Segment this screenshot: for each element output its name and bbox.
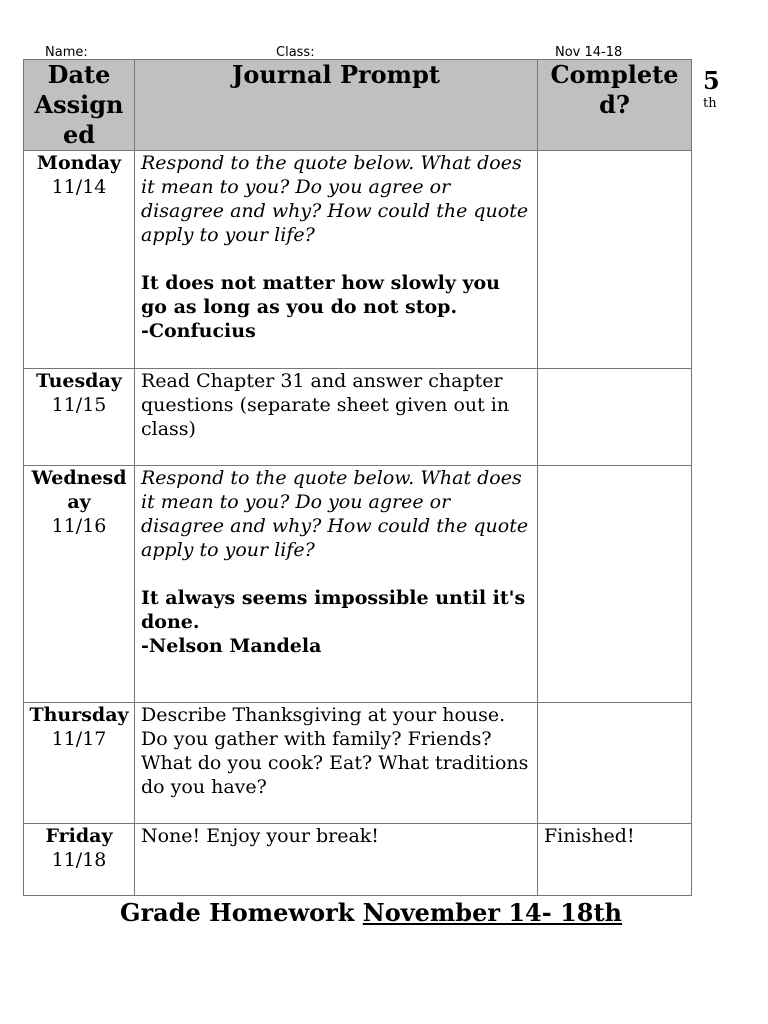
homework-table (23, 59, 692, 896)
prompt-text: Respond to the quote below. What does it mean to you? Do you agree or disagree and why? How could the quote apply to your life? (141, 467, 529, 561)
date-range-label: Nov 14-18 (555, 45, 623, 60)
table-row (24, 703, 692, 824)
prompt-text: Respond to the quote below. What does it mean to you? Do you agree or disagree and why? How could the quote apply to your life? (141, 152, 529, 246)
quote-text: It always seems impossible until it's done. (141, 587, 526, 633)
completed-cell[interactable] (538, 466, 692, 703)
column-header-completed: Complete d? (538, 60, 692, 151)
day-name: Wednesday (31, 467, 127, 513)
prompt-cell (135, 703, 538, 824)
completed-cell[interactable] (538, 369, 692, 466)
grade-suffix: th (703, 96, 717, 111)
date-cell (24, 151, 135, 369)
table-header-row (24, 60, 692, 151)
date-cell (24, 466, 135, 703)
completed-cell[interactable]: Finished! (538, 824, 692, 896)
prompt-cell (135, 466, 538, 703)
table-row (24, 151, 692, 369)
prompt-text: Describe Thanksgiving at your house. Do you gather with family? Friends? What do you cook? Eat? What traditions do you have? (141, 704, 529, 798)
completed-cell[interactable] (538, 703, 692, 824)
day-name: Friday (45, 825, 113, 847)
day-name: Tuesday (36, 370, 122, 392)
name-label: Name: (45, 45, 88, 60)
table-row (24, 466, 692, 703)
quote-author: -Confucius (141, 320, 256, 342)
completed-cell[interactable] (538, 151, 692, 369)
day-name: Monday (36, 152, 122, 174)
table-row (24, 824, 692, 896)
day-date: 11/15 (51, 394, 107, 416)
date-cell (24, 824, 135, 896)
page-footer-title (120, 898, 622, 927)
grade-number: 5 (703, 66, 720, 95)
prompt-cell (135, 824, 538, 896)
date-cell (24, 703, 135, 824)
column-header-date: Date Assign ed (24, 60, 135, 151)
quote-author: -Nelson Mandela (141, 635, 322, 657)
date-cell (24, 369, 135, 466)
column-header-prompt: Journal Prompt (135, 60, 538, 151)
footer-prefix: Grade Homework (120, 898, 355, 927)
prompt-cell (135, 369, 538, 466)
day-date: 11/14 (51, 176, 107, 198)
day-date: 11/18 (51, 849, 107, 871)
day-date: 11/17 (51, 728, 107, 750)
day-name: Thursday (29, 704, 129, 726)
prompt-cell (135, 151, 538, 369)
day-date: 11/16 (51, 515, 107, 537)
prompt-text: None! Enjoy your break! (141, 825, 379, 847)
footer-dates: November 14- 18th (362, 898, 623, 927)
quote-text: It does not matter how slowly you go as long as you do not stop. (141, 272, 500, 318)
prompt-text: Read Chapter 31 and answer chapter questions (separate sheet given out in class) (141, 370, 510, 440)
class-label: Class: (276, 45, 315, 60)
table-row (24, 369, 692, 466)
